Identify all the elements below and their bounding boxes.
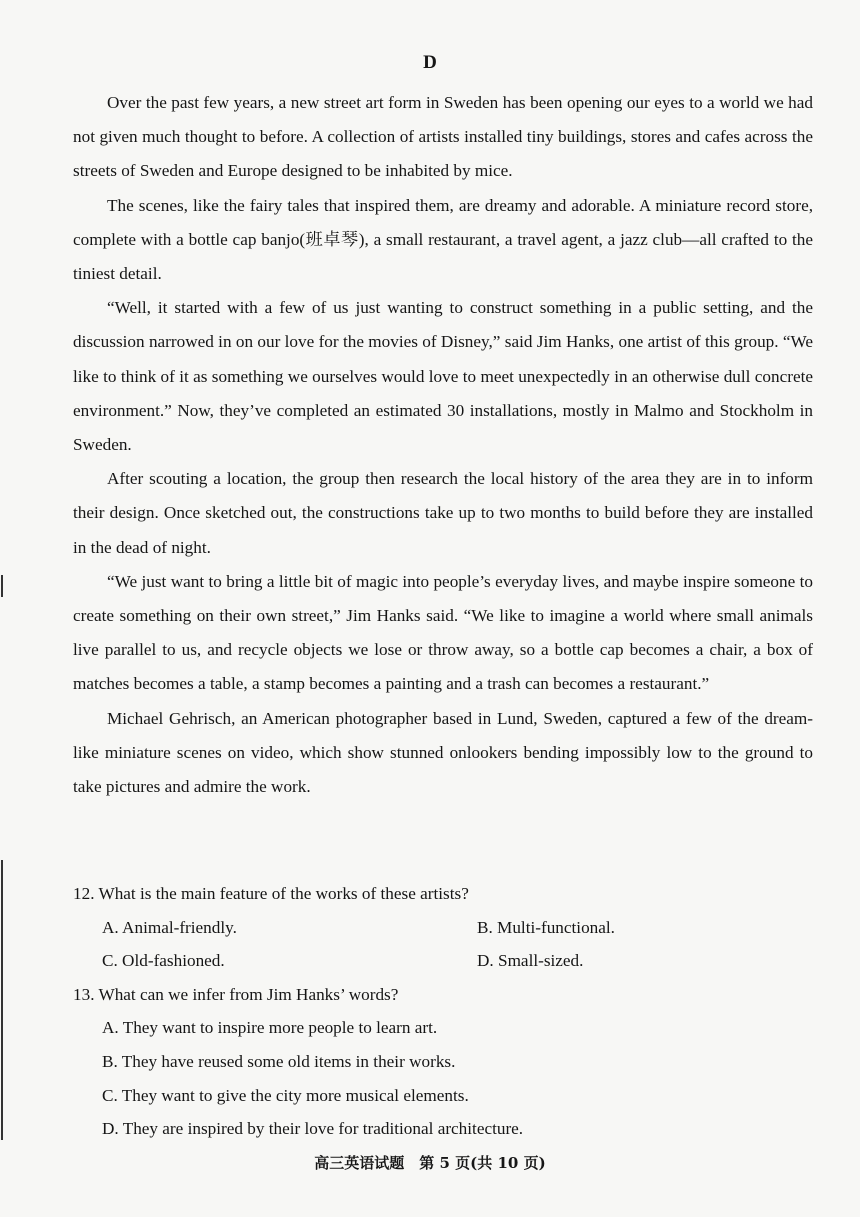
page-footer: 高三英语试题 第 5 页(共 10 页) — [314, 1154, 546, 1172]
section-title: D — [423, 52, 437, 73]
question-stem: 13. What can we infer from Jim Hanks’ words? — [73, 984, 399, 1004]
option-c: C. Old-fashioned. — [102, 951, 225, 971]
binding-edge-line — [1, 860, 3, 1140]
passage-paragraph: Michael Gehrisch, an American photographer based in Lund, Sweden, captured a few of the dream-like miniature scenes on video, which show stunned onlookers bending impossibly low to the ground to take pictures and admire the work. — [73, 708, 813, 797]
option-a: A. Animal-friendly. — [102, 917, 237, 937]
option-b: B. They have reused some old items in their works. — [102, 1051, 456, 1071]
option-b: B. Multi-functional. — [477, 917, 615, 937]
question-stem: 12. What is the main feature of the works of these artists? — [73, 884, 469, 903]
passage-paragraph: “We just want to bring a little bit of magic into people’s everyday lives, and maybe inspire someone to create something on their own street,” Jim Hanks said. “We like to imagine a world where small animals live parallel to us, and recycle objects we lose or throw away, so a bottle cap becomes a chair, a box of matches becomes a table, a stamp becomes a painting and a trash can becomes a restaurant.” — [73, 571, 813, 694]
question-12 — [73, 877, 813, 978]
passage-paragraph: The scenes, like the fairy tales that inspired them, are dreamy and adorable. A miniature record store, complete with a bottle cap banjo(班卓琴), a small restaurant, a travel agent, a jazz club—all crafted to the tiniest detail. — [73, 195, 813, 284]
passage-paragraph: “Well, it started with a few of us just wanting to construct something in a public setting, and the discussion narrowed in on our love for the movies of Disney,” said Jim Hanks, one artist of this group. “We like to think of it as something we ourselves would love to meet unexpectedly in an otherwise dull concrete environment.” Now, they’ve completed an estimated 30 installations, mostly in Malmo and Stockholm in Sweden. — [73, 298, 813, 455]
question-13 — [73, 978, 813, 1146]
option-c: C. They want to give the city more musical elements. — [102, 1085, 469, 1105]
passage-paragraph: Over the past few years, a new street art form in Sweden has been opening our eyes to a world we had not given much thought to before. A collection of artists installed tiny buildings, stores and cafes across the streets of Sweden and Europe designed to be inhabited by mice. — [73, 93, 813, 181]
reading-passage — [73, 86, 813, 804]
answer-options — [73, 1011, 813, 1145]
option-a: A. They want to inspire more people to learn art. — [102, 1018, 438, 1038]
option-d: D. Small-sized. — [477, 951, 584, 971]
question-block — [73, 877, 813, 1146]
answer-options — [73, 911, 813, 978]
option-d: D. They are inspired by their love for traditional architecture. — [102, 1119, 524, 1139]
binding-edge-mark — [1, 575, 3, 597]
passage-paragraph: After scouting a location, the group then research the local history of the area they are in to inform their design. Once sketched out, the constructions take up to two months to build before they are installed in the dead of night. — [73, 469, 813, 557]
